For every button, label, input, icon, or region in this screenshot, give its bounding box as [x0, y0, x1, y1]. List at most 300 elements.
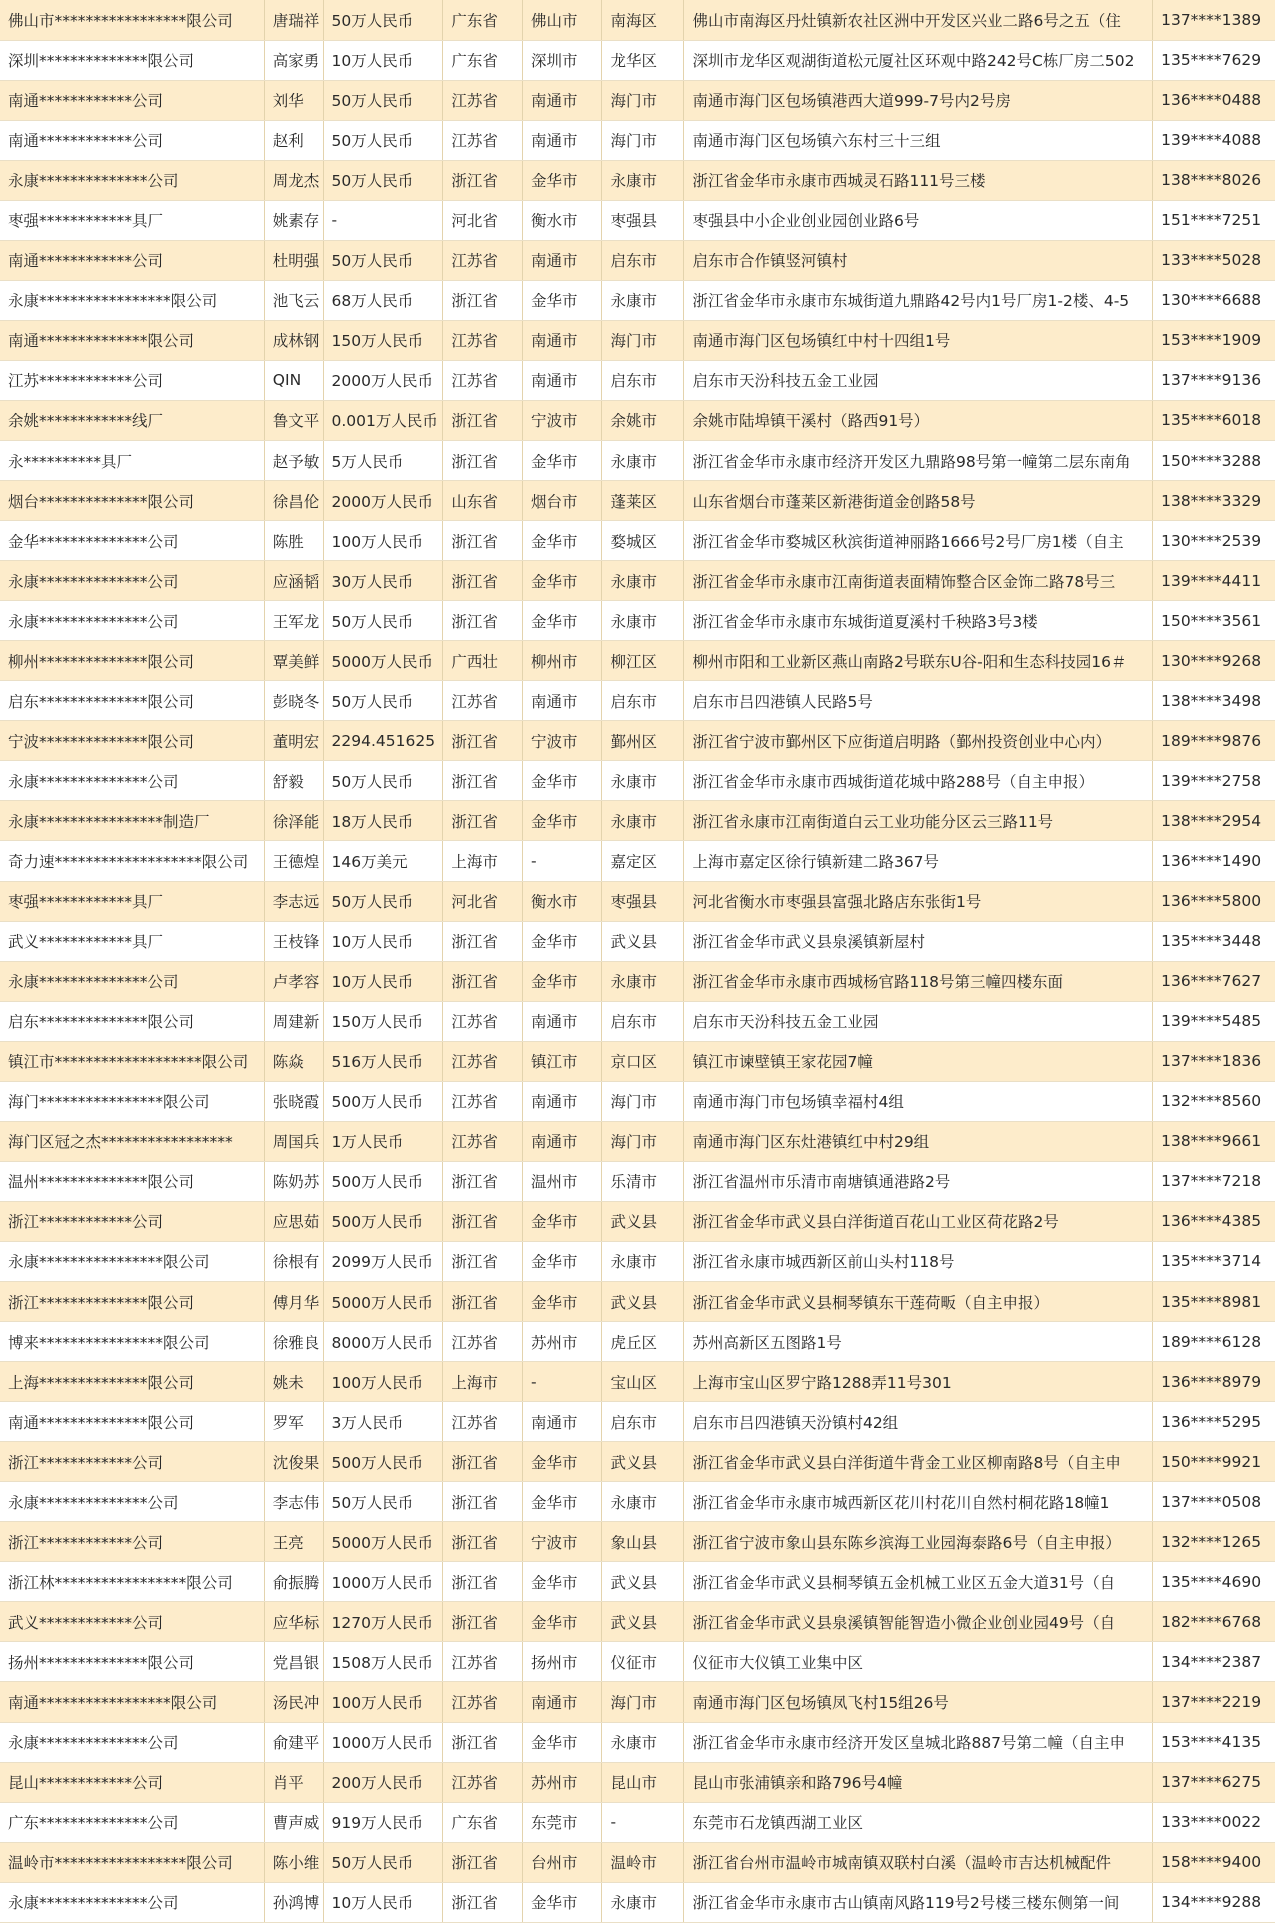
address-cell: 浙江省金华市永康市古山镇南风路119号2号楼三楼东侧第一间 — [684, 1882, 1153, 1922]
district-cell: 海门市 — [602, 120, 684, 160]
district-cell: 乐清市 — [602, 1161, 684, 1201]
city-cell: 南通市 — [522, 1001, 602, 1041]
registered-capital-cell: 150万人民币 — [323, 320, 443, 360]
district-cell: 启东市 — [602, 240, 684, 280]
district-cell: 永康市 — [602, 961, 684, 1001]
city-cell: 南通市 — [522, 80, 602, 120]
table-row — [0, 921, 1275, 961]
table-row — [0, 1081, 1275, 1121]
city-cell: 金华市 — [522, 1722, 602, 1762]
address-cell: 浙江省永康市城西新区前山头村118号 — [684, 1241, 1153, 1281]
table-row — [0, 1402, 1275, 1442]
phone-cell: 135****8981 — [1153, 1282, 1275, 1322]
city-cell: 南通市 — [522, 1081, 602, 1121]
table-row — [0, 360, 1275, 400]
province-cell: 浙江省 — [443, 961, 523, 1001]
table-row — [0, 280, 1275, 320]
legal-person-cell: 徐泽能 — [264, 801, 323, 841]
registered-capital-cell: 500万人民币 — [323, 1081, 443, 1121]
province-cell: 浙江省 — [443, 160, 523, 200]
district-cell: 永康市 — [602, 280, 684, 320]
phone-cell: 135****7629 — [1153, 40, 1275, 80]
address-cell: 南通市海门区包场镇港西大道999-7号内2号房 — [684, 80, 1153, 120]
phone-cell: 138****9661 — [1153, 1121, 1275, 1161]
company-name-cell: 永康**************公司 — [0, 1482, 264, 1522]
phone-cell: 139****4411 — [1153, 561, 1275, 601]
phone-cell: 130****2539 — [1153, 521, 1275, 561]
address-cell: 浙江省金华市武义县白洋街道百花山工业区荷花路2号 — [684, 1201, 1153, 1241]
registered-capital-cell: 1508万人民币 — [323, 1642, 443, 1682]
address-cell: 深圳市龙华区观湖街道松元厦社区环观中路242号C栋厂房二502 — [684, 40, 1153, 80]
company-name-cell: 扬州**************限公司 — [0, 1642, 264, 1682]
company-name-cell: 烟台**************限公司 — [0, 481, 264, 521]
registered-capital-cell: 8000万人民币 — [323, 1322, 443, 1362]
city-cell: 金华市 — [522, 1241, 602, 1281]
address-cell: 苏州高新区五图路1号 — [684, 1322, 1153, 1362]
city-cell: 金华市 — [522, 921, 602, 961]
district-cell: 永康市 — [602, 1722, 684, 1762]
phone-cell: 133****0022 — [1153, 1802, 1275, 1842]
table-row — [0, 1442, 1275, 1482]
legal-person-cell: 姚素存 — [264, 200, 323, 240]
table-row — [0, 841, 1275, 881]
phone-cell: 136****8979 — [1153, 1362, 1275, 1402]
province-cell: 江苏省 — [443, 1121, 523, 1161]
legal-person-cell: 徐雅良 — [264, 1322, 323, 1362]
city-cell: 金华市 — [522, 1282, 602, 1322]
table-row — [0, 320, 1275, 360]
legal-person-cell: 高家勇 — [264, 40, 323, 80]
legal-person-cell: 姚未 — [264, 1362, 323, 1402]
address-cell: 枣强县中小企业创业园创业路6号 — [684, 200, 1153, 240]
phone-cell: 153****1909 — [1153, 320, 1275, 360]
table-row — [0, 1522, 1275, 1562]
province-cell: 江苏省 — [443, 1322, 523, 1362]
registered-capital-cell: 3万人民币 — [323, 1402, 443, 1442]
table-row — [0, 1562, 1275, 1602]
phone-cell: 136****0488 — [1153, 80, 1275, 120]
company-name-cell: 镇江市*******************限公司 — [0, 1041, 264, 1081]
legal-person-cell: 王德煌 — [264, 841, 323, 881]
city-cell: 金华市 — [522, 1602, 602, 1642]
address-cell: 浙江省金华市永康市城西新区花川村花川自然村桐花路18幢1 — [684, 1482, 1153, 1522]
phone-cell: 137****1389 — [1153, 0, 1275, 40]
address-cell: 浙江省宁波市鄞州区下应街道启明路（鄞州投资创业中心内） — [684, 721, 1153, 761]
district-cell: 武义县 — [602, 921, 684, 961]
province-cell: 浙江省 — [443, 1482, 523, 1522]
registered-capital-cell: 50万人民币 — [323, 881, 443, 921]
registered-capital-cell: 150万人民币 — [323, 1001, 443, 1041]
company-name-cell: 浙江林*****************限公司 — [0, 1562, 264, 1602]
table-row — [0, 1362, 1275, 1402]
city-cell: 金华市 — [522, 961, 602, 1001]
district-cell: 永康市 — [602, 561, 684, 601]
registered-capital-cell: 30万人民币 — [323, 561, 443, 601]
province-cell: 江苏省 — [443, 1001, 523, 1041]
table-row — [0, 200, 1275, 240]
company-name-cell: 南通**************限公司 — [0, 1402, 264, 1442]
registered-capital-cell: 50万人民币 — [323, 681, 443, 721]
legal-person-cell: 王军龙 — [264, 601, 323, 641]
phone-cell: 150****3288 — [1153, 441, 1275, 481]
district-cell: 柳江区 — [602, 641, 684, 681]
table-row — [0, 1161, 1275, 1201]
district-cell: 启东市 — [602, 1001, 684, 1041]
province-cell: 广东省 — [443, 1802, 523, 1842]
phone-cell: 138****3498 — [1153, 681, 1275, 721]
district-cell: 永康市 — [602, 801, 684, 841]
address-cell: 镇江市谏壁镇王家花园7幢 — [684, 1041, 1153, 1081]
table-row — [0, 120, 1275, 160]
province-cell: 广东省 — [443, 40, 523, 80]
registered-capital-cell: 50万人民币 — [323, 1482, 443, 1522]
legal-person-cell: 俞振腾 — [264, 1562, 323, 1602]
city-cell: 金华市 — [522, 1201, 602, 1241]
legal-person-cell: 肖平 — [264, 1762, 323, 1802]
table-row — [0, 521, 1275, 561]
company-name-cell: 南通************公司 — [0, 240, 264, 280]
phone-cell: 153****4135 — [1153, 1722, 1275, 1762]
legal-person-cell: QIN — [264, 360, 323, 400]
address-cell: 浙江省金华市武义县桐琴镇东干莲荷畈（自主申报） — [684, 1282, 1153, 1322]
legal-person-cell: 傅月华 — [264, 1282, 323, 1322]
table-row — [0, 1001, 1275, 1041]
registered-capital-cell: 50万人民币 — [323, 160, 443, 200]
district-cell: 鄞州区 — [602, 721, 684, 761]
company-name-cell: 启东**************限公司 — [0, 681, 264, 721]
registered-capital-cell: - — [323, 200, 443, 240]
city-cell: 南通市 — [522, 681, 602, 721]
table-row — [0, 681, 1275, 721]
company-name-cell: 永康**************公司 — [0, 160, 264, 200]
phone-cell: 138****8026 — [1153, 160, 1275, 200]
registered-capital-cell: 2099万人民币 — [323, 1241, 443, 1281]
table-row — [0, 801, 1275, 841]
registered-capital-cell: 50万人民币 — [323, 1842, 443, 1882]
company-name-cell: 浙江**************限公司 — [0, 1282, 264, 1322]
legal-person-cell: 舒毅 — [264, 761, 323, 801]
city-cell: 南通市 — [522, 1121, 602, 1161]
city-cell: 宁波市 — [522, 1522, 602, 1562]
phone-cell: 137****2219 — [1153, 1682, 1275, 1722]
legal-person-cell: 鲁文平 — [264, 400, 323, 440]
city-cell: - — [522, 1362, 602, 1402]
address-cell: 上海市嘉定区徐行镇新建二路367号 — [684, 841, 1153, 881]
address-cell: 南通市海门区东灶港镇红中村29组 — [684, 1121, 1153, 1161]
table-row — [0, 80, 1275, 120]
city-cell: 烟台市 — [522, 481, 602, 521]
registered-capital-cell: 50万人民币 — [323, 761, 443, 801]
city-cell: 金华市 — [522, 1882, 602, 1922]
address-cell: 南通市海门市包场镇幸福村4组 — [684, 1081, 1153, 1121]
registered-capital-cell: 500万人民币 — [323, 1161, 443, 1201]
province-cell: 江苏省 — [443, 360, 523, 400]
province-cell: 浙江省 — [443, 921, 523, 961]
legal-person-cell: 周国兵 — [264, 1121, 323, 1161]
table-row — [0, 961, 1275, 1001]
address-cell: 浙江省金华市永康市东城街道夏溪村千秧路3号3楼 — [684, 601, 1153, 641]
province-cell: 江苏省 — [443, 120, 523, 160]
phone-cell: 136****5800 — [1153, 881, 1275, 921]
district-cell: 永康市 — [602, 1241, 684, 1281]
company-name-cell: 浙江************公司 — [0, 1522, 264, 1562]
legal-person-cell: 周龙杰 — [264, 160, 323, 200]
district-cell: 温岭市 — [602, 1842, 684, 1882]
city-cell: 衡水市 — [522, 881, 602, 921]
company-name-cell: 深圳**************限公司 — [0, 40, 264, 80]
phone-cell: 136****1490 — [1153, 841, 1275, 881]
province-cell: 浙江省 — [443, 1722, 523, 1762]
registered-capital-cell: 100万人民币 — [323, 1682, 443, 1722]
address-cell: 东莞市石龙镇西湖工业区 — [684, 1802, 1153, 1842]
city-cell: 金华市 — [522, 601, 602, 641]
address-cell: 启东市合作镇竖河镇村 — [684, 240, 1153, 280]
table-row — [0, 400, 1275, 440]
company-name-cell: 永康****************限公司 — [0, 1241, 264, 1281]
address-cell: 山东省烟台市蓬莱区新港街道金创路58号 — [684, 481, 1153, 521]
province-cell: 江苏省 — [443, 1081, 523, 1121]
address-cell: 昆山市张浦镇亲和路796号4幢 — [684, 1762, 1153, 1802]
legal-person-cell: 俞建平 — [264, 1722, 323, 1762]
legal-person-cell: 王亮 — [264, 1522, 323, 1562]
address-cell: 浙江省金华市永康市江南街道表面精饰整合区金饰二路78号三 — [684, 561, 1153, 601]
address-cell: 南通市海门区包场镇红中村十四组1号 — [684, 320, 1153, 360]
address-cell: 佛山市南海区丹灶镇新农社区洲中开发区兴业二路6号之五（住 — [684, 0, 1153, 40]
legal-person-cell: 徐昌伦 — [264, 481, 323, 521]
registered-capital-cell: 18万人民币 — [323, 801, 443, 841]
table-row — [0, 441, 1275, 481]
city-cell: 苏州市 — [522, 1322, 602, 1362]
table-row — [0, 561, 1275, 601]
city-cell: 南通市 — [522, 1402, 602, 1442]
city-cell: 金华市 — [522, 280, 602, 320]
phone-cell: 139****4088 — [1153, 120, 1275, 160]
province-cell: 山东省 — [443, 481, 523, 521]
district-cell: 仪征市 — [602, 1642, 684, 1682]
company-name-cell: 余姚************线厂 — [0, 400, 264, 440]
province-cell: 浙江省 — [443, 761, 523, 801]
province-cell: 上海市 — [443, 841, 523, 881]
city-cell: 金华市 — [522, 521, 602, 561]
address-cell: 南通市海门区包场镇六东村三十三组 — [684, 120, 1153, 160]
table-row — [0, 761, 1275, 801]
district-cell: 南海区 — [602, 0, 684, 40]
phone-cell: 130****6688 — [1153, 280, 1275, 320]
company-name-cell: 温州**************限公司 — [0, 1161, 264, 1201]
district-cell: 昆山市 — [602, 1762, 684, 1802]
phone-cell: 189****9876 — [1153, 721, 1275, 761]
district-cell: 永康市 — [602, 441, 684, 481]
table-row — [0, 1282, 1275, 1322]
table-row — [0, 721, 1275, 761]
city-cell: 金华市 — [522, 441, 602, 481]
legal-person-cell: 曹声威 — [264, 1802, 323, 1842]
company-name-cell: 南通************公司 — [0, 120, 264, 160]
table-row — [0, 1842, 1275, 1882]
registered-capital-cell: 100万人民币 — [323, 521, 443, 561]
province-cell: 江苏省 — [443, 681, 523, 721]
address-cell: 浙江省宁波市象山县东陈乡滨海工业园海泰路6号（自主申报） — [684, 1522, 1153, 1562]
province-cell: 浙江省 — [443, 521, 523, 561]
city-cell: 深圳市 — [522, 40, 602, 80]
registered-capital-cell: 919万人民币 — [323, 1802, 443, 1842]
district-cell: - — [602, 1802, 684, 1842]
company-name-cell: 永康**************公司 — [0, 961, 264, 1001]
table-row — [0, 481, 1275, 521]
legal-person-cell: 应思茹 — [264, 1201, 323, 1241]
address-cell: 浙江省永康市江南街道白云工业功能分区云三路11号 — [684, 801, 1153, 841]
city-cell: 南通市 — [522, 1682, 602, 1722]
district-cell: 枣强县 — [602, 881, 684, 921]
legal-person-cell: 徐根有 — [264, 1241, 323, 1281]
registered-capital-cell: 146万美元 — [323, 841, 443, 881]
district-cell: 京口区 — [602, 1041, 684, 1081]
address-cell: 浙江省金华市永康市经济开发区皇城北路887号第二幢（自主申 — [684, 1722, 1153, 1762]
district-cell: 武义县 — [602, 1602, 684, 1642]
city-cell: 宁波市 — [522, 721, 602, 761]
registered-capital-cell: 50万人民币 — [323, 0, 443, 40]
company-name-cell: 枣强************具厂 — [0, 881, 264, 921]
registered-capital-cell: 516万人民币 — [323, 1041, 443, 1081]
address-cell: 浙江省金华市永康市经济开发区九鼎路98号第一幢第二层东南角 — [684, 441, 1153, 481]
table-row — [0, 1201, 1275, 1241]
table-row — [0, 641, 1275, 681]
city-cell: 金华市 — [522, 561, 602, 601]
address-cell: 上海市宝山区罗宁路1288弄11号301 — [684, 1362, 1153, 1402]
phone-cell: 137****1836 — [1153, 1041, 1275, 1081]
legal-person-cell: 唐瑞祥 — [264, 0, 323, 40]
registered-capital-cell: 1000万人民币 — [323, 1722, 443, 1762]
city-cell: 苏州市 — [522, 1762, 602, 1802]
phone-cell: 135****3448 — [1153, 921, 1275, 961]
registered-capital-cell: 500万人民币 — [323, 1442, 443, 1482]
phone-cell: 134****9288 — [1153, 1882, 1275, 1922]
district-cell: 象山县 — [602, 1522, 684, 1562]
province-cell: 浙江省 — [443, 1442, 523, 1482]
table-row — [0, 601, 1275, 641]
registered-capital-cell: 2000万人民币 — [323, 481, 443, 521]
legal-person-cell: 沈俊果 — [264, 1442, 323, 1482]
registered-capital-cell: 50万人民币 — [323, 601, 443, 641]
registered-capital-cell: 0.001万人民币 — [323, 400, 443, 440]
city-cell: 金华市 — [522, 1482, 602, 1522]
company-name-cell: 浙江************公司 — [0, 1201, 264, 1241]
company-name-cell: 海门****************限公司 — [0, 1081, 264, 1121]
legal-person-cell: 张晓霞 — [264, 1081, 323, 1121]
legal-person-cell: 陈胜 — [264, 521, 323, 561]
province-cell: 浙江省 — [443, 400, 523, 440]
phone-cell: 132****1265 — [1153, 1522, 1275, 1562]
district-cell: 海门市 — [602, 1121, 684, 1161]
address-cell: 浙江省台州市温岭市城南镇双联村白溪（温岭市吉达机械配件 — [684, 1842, 1153, 1882]
address-cell: 南通市海门区包场镇凤飞村15组26号 — [684, 1682, 1153, 1722]
registered-capital-cell: 1万人民币 — [323, 1121, 443, 1161]
registered-capital-cell: 500万人民币 — [323, 1201, 443, 1241]
district-cell: 启东市 — [602, 1402, 684, 1442]
company-name-cell: 奇力速*******************限公司 — [0, 841, 264, 881]
legal-person-cell: 陈奶苏 — [264, 1161, 323, 1201]
registered-capital-cell: 5000万人民币 — [323, 641, 443, 681]
province-cell: 浙江省 — [443, 1522, 523, 1562]
city-cell: 柳州市 — [522, 641, 602, 681]
address-cell: 余姚市陆埠镇干溪村（路西91号） — [684, 400, 1153, 440]
table-row — [0, 1802, 1275, 1842]
company-name-cell: 宁波**************限公司 — [0, 721, 264, 761]
address-cell: 浙江省温州市乐清市南塘镇通港路2号 — [684, 1161, 1153, 1201]
legal-person-cell: 成林钢 — [264, 320, 323, 360]
district-cell: 永康市 — [602, 1482, 684, 1522]
city-cell: 金华市 — [522, 160, 602, 200]
district-cell: 武义县 — [602, 1442, 684, 1482]
registered-capital-cell: 5000万人民币 — [323, 1522, 443, 1562]
city-cell: 衡水市 — [522, 200, 602, 240]
table-row — [0, 1121, 1275, 1161]
city-cell: 镇江市 — [522, 1041, 602, 1081]
phone-cell: 136****5295 — [1153, 1402, 1275, 1442]
company-name-cell: 海门区冠之杰***************** — [0, 1121, 264, 1161]
table-row — [0, 1722, 1275, 1762]
phone-cell: 135****3714 — [1153, 1241, 1275, 1281]
legal-person-cell: 董明宏 — [264, 721, 323, 761]
company-name-cell: 永康**************公司 — [0, 561, 264, 601]
phone-cell: 137****7218 — [1153, 1161, 1275, 1201]
district-cell: 海门市 — [602, 320, 684, 360]
registered-capital-cell: 200万人民币 — [323, 1762, 443, 1802]
company-name-cell: 永康****************制造厂 — [0, 801, 264, 841]
address-cell: 浙江省金华市武义县桐琴镇五金机械工业区五金大道31号（自 — [684, 1562, 1153, 1602]
phone-cell: 151****7251 — [1153, 200, 1275, 240]
district-cell: 海门市 — [602, 80, 684, 120]
legal-person-cell: 王枝锋 — [264, 921, 323, 961]
phone-cell: 137****9136 — [1153, 360, 1275, 400]
legal-person-cell: 杜明强 — [264, 240, 323, 280]
district-cell: 余姚市 — [602, 400, 684, 440]
province-cell: 浙江省 — [443, 1602, 523, 1642]
legal-person-cell: 周建新 — [264, 1001, 323, 1041]
table-row — [0, 1602, 1275, 1642]
phone-cell: 138****3329 — [1153, 481, 1275, 521]
registered-capital-cell: 2294.451625 — [323, 721, 443, 761]
company-name-cell: 浙江************公司 — [0, 1442, 264, 1482]
city-cell: 佛山市 — [522, 0, 602, 40]
registered-capital-cell: 5000万人民币 — [323, 1282, 443, 1322]
phone-cell: 182****6768 — [1153, 1602, 1275, 1642]
registered-capital-cell: 50万人民币 — [323, 120, 443, 160]
district-cell: 蓬莱区 — [602, 481, 684, 521]
legal-person-cell: 卢孝容 — [264, 961, 323, 1001]
district-cell: 海门市 — [602, 1081, 684, 1121]
province-cell: 浙江省 — [443, 280, 523, 320]
legal-person-cell: 刘华 — [264, 80, 323, 120]
company-name-cell: 武义************具厂 — [0, 921, 264, 961]
legal-person-cell: 彭晓冬 — [264, 681, 323, 721]
table-row — [0, 160, 1275, 200]
phone-cell: 136****4385 — [1153, 1201, 1275, 1241]
company-name-cell: 昆山************公司 — [0, 1762, 264, 1802]
province-cell: 河北省 — [443, 881, 523, 921]
legal-person-cell: 池飞云 — [264, 280, 323, 320]
district-cell: 婺城区 — [602, 521, 684, 561]
legal-person-cell: 孙鸿博 — [264, 1882, 323, 1922]
address-cell: 河北省衡水市枣强县富强北路店东张街1号 — [684, 881, 1153, 921]
city-cell: 台州市 — [522, 1842, 602, 1882]
legal-person-cell: 汤民冲 — [264, 1682, 323, 1722]
company-name-cell: 南通**************限公司 — [0, 320, 264, 360]
registered-capital-cell: 10万人民币 — [323, 1882, 443, 1922]
province-cell: 江苏省 — [443, 320, 523, 360]
address-cell: 浙江省金华市永康市西城杨官路118号第三幢四楼东面 — [684, 961, 1153, 1001]
legal-person-cell: 赵予敏 — [264, 441, 323, 481]
